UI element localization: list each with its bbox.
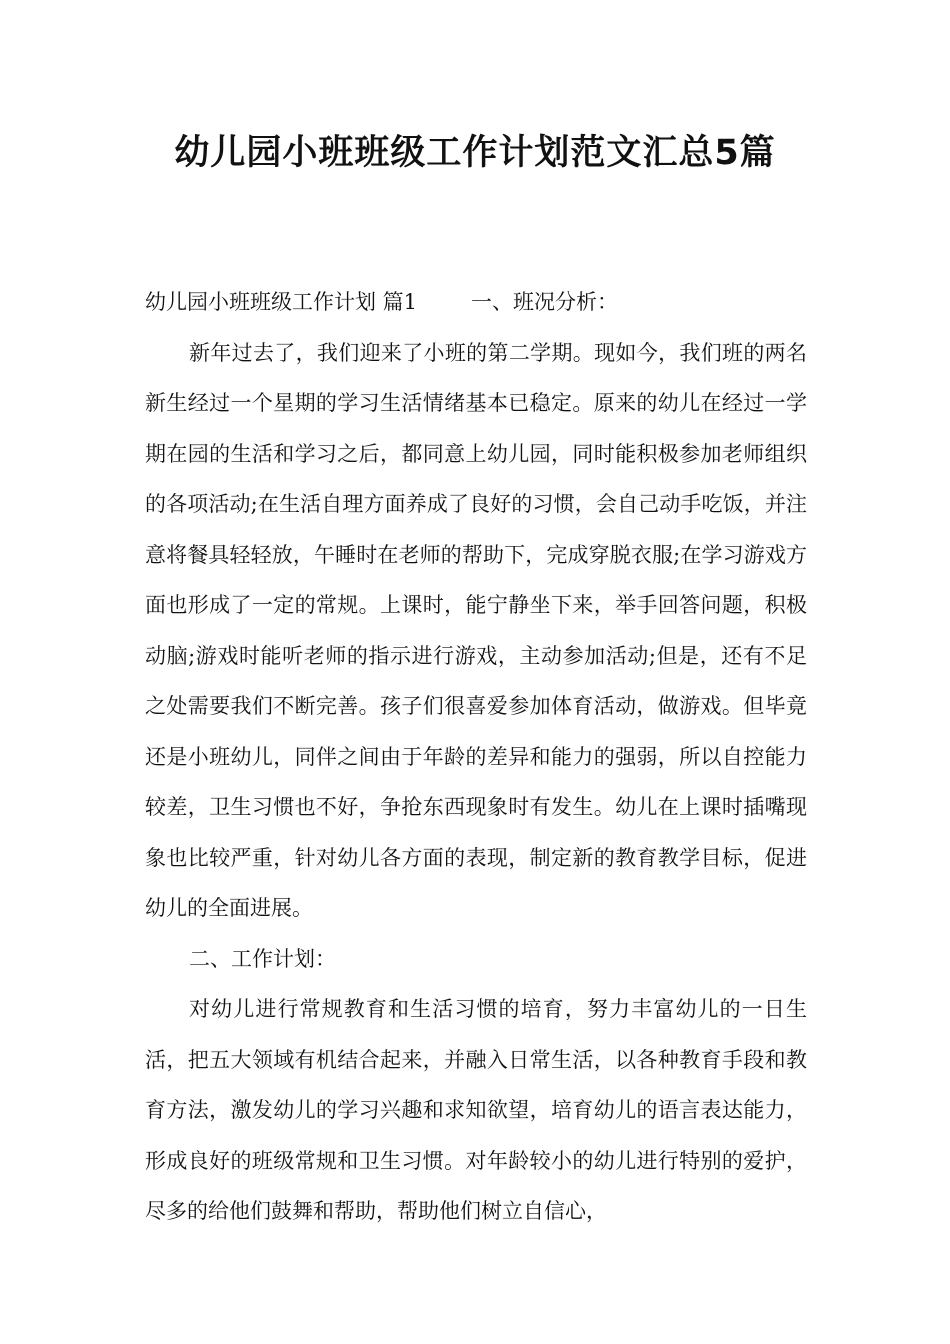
document-title: 幼儿园小班班级工作计划范文汇总5篇 — [174, 133, 776, 173]
section-heading: 幼儿园小班班级工作计划 篇1 — [145, 290, 418, 314]
paragraph-situation-analysis: 新年过去了，我们迎来了小班的第二学期。现如今，我们班的两名新生经过一个星期的学习生活情绪基本已稳定。原来的幼儿在经过一学期在园的生活和学习之后，都同意上幼儿园，同时能积极参加老师组织的各项活动;在生活自理方面养成了良好的习惯，会自己动手吃饭，并注意将餐具轻轻放，午睡时在老师的帮助下，完成穿脱衣服;在学习游戏方面也形成了一定的常规。上课时，能宁静坐下来，举手回答问题，积极动脑;游戏时能听老师的指示进行游戏，主动参加活动;但是，还有不足之处需要我们不断完善。孩子们很喜爱参加体育活动，做游戏。但毕竟还是小班幼儿，同伴之间由于年龄的差异和能力的强弱，所以自控能力较差，卫生习惯也不好，争抢东西现象时有发生。幼儿在上课时插嘴现象也比较严重，针对幼儿各方面的表现，制定新的教育教学目标，促进幼儿的全面进展。 — [145, 340, 807, 920]
section-heading-line — [145, 277, 807, 328]
document-body — [145, 277, 807, 1237]
subheading-situation-analysis: 一、班况分析： — [471, 290, 619, 314]
subheading-work-plan: 二、工作计划： — [189, 946, 336, 971]
paragraph-work-plan: 对幼儿进行常规教育和生活习惯的培育，努力丰富幼儿的一日生活，把五大领域有机结合起来，并融入日常生活，以各种教育手段和教育方法，激发幼儿的学习兴趣和求知欲望，培育幼儿的语言表达能力，形成良好的班级常规和卫生习惯。对年龄较小的幼儿进行特别的爱护，尽多的给他们鼓舞和帮助，帮助他们树立自信心， — [145, 997, 807, 1223]
